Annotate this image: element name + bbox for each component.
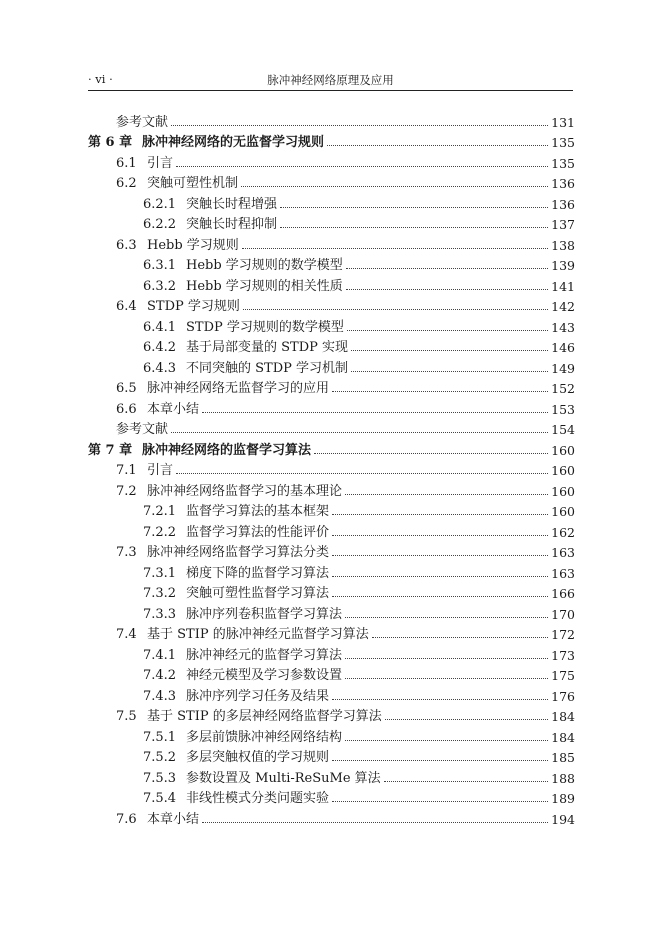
toc-entry-title: 监督学习算法的基本框架	[186, 504, 330, 519]
toc-entry-title: Hebb 学习规则	[147, 237, 239, 253]
toc-entry-number: 6.2.2	[143, 217, 177, 232]
toc-entry-number: 7.4.1	[143, 647, 177, 663]
toc-entry-number: 7.2.2	[143, 524, 177, 540]
toc-entry-title: 突触长时程抑制	[186, 217, 278, 232]
dot-leader	[345, 494, 548, 495]
toc-entry-number: 7.5.2	[143, 750, 177, 765]
toc-entry-page-number: 153	[551, 401, 575, 417]
toc-entry[interactable]	[88, 478, 575, 499]
dot-leader	[385, 719, 548, 720]
toc-entry[interactable]	[88, 314, 575, 335]
dot-leader	[202, 412, 548, 413]
toc-entry-number: 6.3	[116, 237, 137, 253]
toc-entry-title: Hebb 学习规则的相关性质	[186, 278, 343, 294]
dot-leader	[332, 760, 548, 761]
toc-entry-title: 神经元模型及学习参数设置	[186, 668, 343, 683]
toc-entry-page-number: 184	[551, 729, 575, 745]
toc-entry[interactable]	[88, 519, 575, 540]
toc-entry-number: 6.2	[116, 176, 137, 191]
toc-entry-page-number: 131	[551, 114, 575, 130]
toc-entry[interactable]	[88, 109, 575, 130]
dot-leader	[345, 678, 548, 679]
toc-entry-title: Hebb 学习规则的数学模型	[186, 258, 343, 273]
toc-entry-title: STDP 学习规则	[147, 299, 240, 314]
toc-entry-page-number: 189	[551, 791, 575, 806]
toc-entry[interactable]	[88, 540, 575, 561]
toc-entry-page-number: 163	[551, 545, 575, 560]
dot-leader	[332, 391, 548, 392]
dot-leader	[332, 576, 548, 577]
toc-entry-number: 7.3	[116, 545, 137, 560]
toc-entry-page-number: 163	[551, 565, 575, 581]
toc-entry-number: 7.4.2	[143, 668, 177, 683]
dot-leader	[347, 330, 548, 331]
toc-entry-title: 脉冲神经网络的无监督学习规则	[142, 135, 325, 150]
toc-entry-number: 7.2.1	[143, 504, 177, 519]
toc-entry-title: 突触长时程增强	[186, 196, 278, 212]
toc-entry-title: 本章小结	[147, 401, 200, 417]
page-number: · vi ·	[88, 72, 113, 86]
dot-leader	[327, 145, 548, 146]
toc-entry[interactable]	[88, 786, 575, 807]
dot-leader	[280, 227, 548, 228]
dot-leader	[171, 125, 548, 126]
toc-entry-title: 不同突触的 STDP 学习机制	[186, 360, 349, 376]
toc-entry-number: 7.3.2	[143, 586, 177, 601]
toc-entry[interactable]	[88, 642, 575, 663]
toc-entry-number: 6.4.2	[143, 340, 177, 355]
toc-entry[interactable]	[88, 806, 575, 827]
table-of-contents	[88, 109, 575, 827]
toc-entry[interactable]	[88, 560, 575, 581]
toc-entry-number: 第 7 章	[88, 442, 133, 458]
dot-leader	[384, 781, 548, 782]
toc-entry-title: STDP 学习规则的数学模型	[186, 319, 344, 335]
page-header	[88, 72, 573, 91]
toc-entry-page-number: 135	[551, 135, 575, 150]
toc-entry-page-number: 139	[551, 258, 575, 273]
toc-entry[interactable]	[88, 376, 575, 397]
toc-entry-title: 多层突触权值的学习规则	[186, 750, 330, 765]
toc-entry-page-number: 160	[551, 483, 575, 499]
toc-entry[interactable]	[88, 355, 575, 376]
toc-entry-title: 参考文献	[116, 114, 169, 130]
toc-entry-title: 脉冲神经网络的监督学习算法	[142, 442, 312, 458]
dot-leader	[241, 186, 548, 187]
toc-entry[interactable]	[88, 724, 575, 745]
toc-entry-title: 多层前馈脉冲神经网络结构	[186, 729, 343, 745]
toc-entry[interactable]	[88, 335, 575, 356]
dot-leader	[332, 596, 548, 597]
toc-entry[interactable]	[88, 663, 575, 684]
toc-entry-title: 参数设置及 Multi-ReSuMe 算法	[186, 770, 381, 786]
toc-entry[interactable]	[88, 396, 575, 417]
dot-leader	[345, 740, 548, 741]
toc-entry-page-number: 136	[551, 196, 575, 212]
dot-leader	[176, 473, 548, 474]
toc-entry-page-number: 194	[551, 811, 575, 827]
dot-leader	[351, 350, 548, 351]
toc-entry-page-number: 136	[551, 176, 575, 191]
toc-entry-number: 7.5	[116, 709, 137, 724]
toc-entry-page-number: 154	[551, 422, 575, 437]
toc-entry[interactable]	[88, 683, 575, 704]
toc-entry-number: 6.5	[116, 381, 137, 396]
toc-entry-page-number: 146	[551, 340, 575, 355]
dot-leader	[332, 514, 548, 515]
toc-entry-title: 基于 STIP 的脉冲神经元监督学习算法	[147, 627, 369, 642]
toc-entry-page-number: 135	[551, 155, 575, 171]
toc-entry[interactable]	[88, 212, 575, 233]
toc-entry[interactable]	[88, 232, 575, 253]
toc-entry-page-number: 184	[551, 709, 575, 724]
toc-entry-number: 7.3.1	[143, 565, 177, 581]
toc-entry-title: 参考文献	[116, 422, 169, 437]
toc-entry[interactable]	[88, 704, 575, 725]
dot-leader	[280, 207, 548, 208]
toc-entry-number: 7.5.1	[143, 729, 177, 745]
toc-entry-number: 7.4	[116, 627, 137, 642]
toc-entry-title: 本章小结	[147, 811, 200, 827]
dot-leader	[351, 371, 548, 372]
toc-entry-page-number: 162	[551, 524, 575, 540]
toc-entry-title: 脉冲神经网络无监督学习的应用	[147, 381, 330, 396]
toc-entry-number: 7.4.3	[143, 688, 177, 704]
toc-entry-title: 脉冲序列卷积监督学习算法	[186, 606, 343, 622]
toc-entry-title: 脉冲神经网络监督学习的基本理论	[147, 483, 343, 499]
toc-entry-title: 突触可塑性监督学习算法	[186, 586, 330, 601]
toc-entry[interactable]	[88, 273, 575, 294]
toc-entry-page-number: 172	[551, 627, 575, 642]
toc-entry-page-number: 173	[551, 647, 575, 663]
toc-entry-title: 引言	[147, 155, 174, 171]
dot-leader	[171, 432, 548, 433]
toc-entry-page-number: 149	[551, 360, 575, 376]
toc-entry-number: 7.6	[116, 811, 137, 827]
toc-entry-number: 6.3.2	[143, 278, 177, 294]
toc-entry-page-number: 175	[551, 668, 575, 683]
toc-entry-number: 6.4.1	[143, 319, 177, 335]
toc-entry-page-number: 160	[551, 442, 575, 458]
toc-entry-page-number: 141	[551, 278, 575, 294]
toc-entry-page-number: 185	[551, 750, 575, 765]
toc-entry-title: 梯度下降的监督学习算法	[186, 565, 330, 581]
dot-leader	[243, 309, 548, 310]
dot-leader	[332, 555, 548, 556]
dot-leader	[346, 268, 548, 269]
toc-entry-number: 7.5.4	[143, 791, 177, 806]
toc-entry[interactable]	[88, 499, 575, 520]
toc-entry-page-number: 137	[551, 217, 575, 232]
toc-entry-number: 7.5.3	[143, 770, 177, 786]
toc-entry[interactable]	[88, 171, 575, 192]
dot-leader	[332, 699, 548, 700]
dot-leader	[202, 822, 548, 823]
toc-entry-number: 6.4.3	[143, 360, 177, 376]
toc-entry-page-number: 176	[551, 688, 575, 704]
toc-entry-number: 7.2	[116, 483, 137, 499]
toc-entry-title: 引言	[147, 463, 174, 478]
toc-entry[interactable]	[88, 294, 575, 315]
dot-leader	[176, 166, 548, 167]
dot-leader	[372, 637, 548, 638]
dot-leader	[332, 801, 548, 802]
toc-entry-page-number: 152	[551, 381, 575, 396]
toc-entry-page-number: 143	[551, 319, 575, 335]
toc-chapter-entry[interactable]	[88, 437, 575, 458]
dot-leader	[345, 617, 548, 618]
toc-entry-number: 6.6	[116, 401, 137, 417]
toc-entry-page-number: 160	[551, 463, 575, 478]
toc-entry-title: 基于 STIP 的多层神经网络监督学习算法	[147, 709, 382, 724]
toc-entry[interactable]	[88, 765, 575, 786]
toc-entry[interactable]	[88, 150, 575, 171]
toc-entry-number: 7.3.3	[143, 606, 177, 622]
toc-entry[interactable]	[88, 745, 575, 766]
dot-leader	[332, 535, 548, 536]
toc-entry-page-number: 160	[551, 504, 575, 519]
toc-entry-title: 基于局部变量的 STDP 实现	[186, 340, 349, 355]
toc-entry[interactable]	[88, 191, 575, 212]
toc-entry-title: 脉冲神经网络监督学习算法分类	[147, 545, 330, 560]
toc-entry-number: 6.1	[116, 155, 137, 171]
toc-entry[interactable]	[88, 458, 575, 479]
toc-entry-number: 6.3.1	[143, 258, 177, 273]
dot-leader	[242, 248, 548, 249]
toc-entry-number: 7.1	[116, 463, 137, 478]
toc-entry-title: 脉冲神经元的监督学习算法	[186, 647, 343, 663]
toc-entry-number: 6.2.1	[143, 196, 177, 212]
dot-leader	[314, 453, 548, 454]
toc-entry[interactable]	[88, 417, 575, 438]
toc-entry[interactable]	[88, 622, 575, 643]
dot-leader	[346, 289, 548, 290]
toc-entry[interactable]	[88, 253, 575, 274]
toc-entry-page-number: 142	[551, 299, 575, 314]
toc-entry-number: 第 6 章	[88, 135, 133, 150]
toc-entry-title: 非线性模式分类问题实验	[186, 791, 330, 806]
toc-entry-title: 突触可塑性机制	[147, 176, 239, 191]
toc-entry-title: 脉冲序列学习任务及结果	[186, 688, 330, 704]
toc-entry-page-number: 188	[551, 770, 575, 786]
toc-entry[interactable]	[88, 581, 575, 602]
toc-entry[interactable]	[88, 601, 575, 622]
running-title: 脉冲神经网络原理及应用	[267, 73, 394, 87]
toc-entry-page-number: 138	[551, 237, 575, 253]
toc-entry-title: 监督学习算法的性能评价	[186, 524, 330, 540]
dot-leader	[345, 658, 548, 659]
toc-entry-number: 6.4	[116, 299, 137, 314]
toc-entry-page-number: 170	[551, 606, 575, 622]
toc-chapter-entry[interactable]	[88, 130, 575, 151]
toc-entry-page-number: 166	[551, 586, 575, 601]
